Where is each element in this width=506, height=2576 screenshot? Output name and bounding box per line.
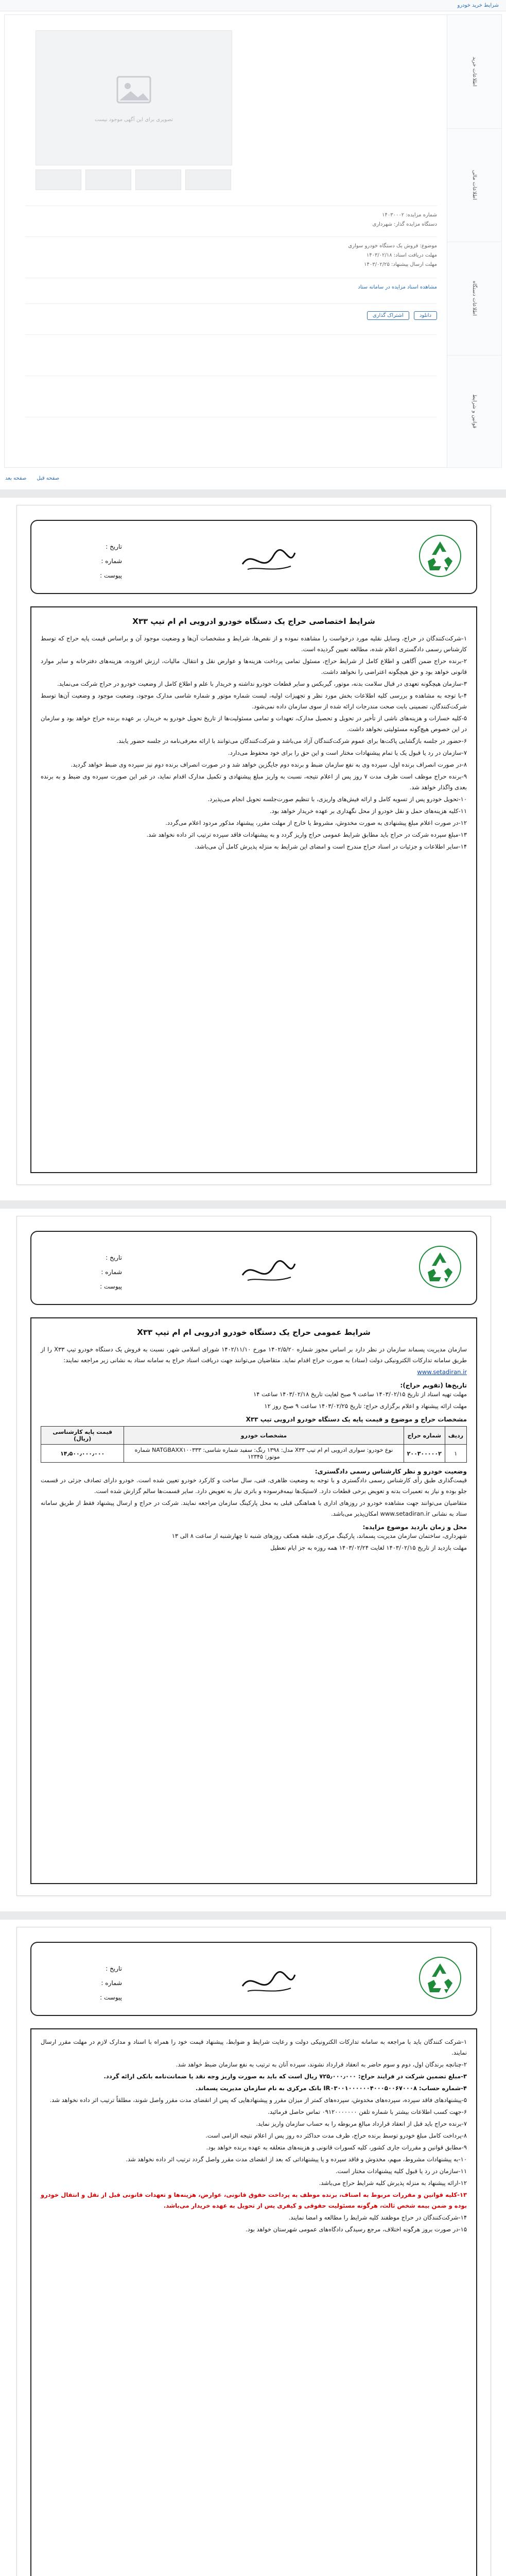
- page-title: شرایط اختصاصی حراج یک دستگاه خودرو ادرویی ام ام تیپ X۳۳: [132, 617, 375, 626]
- letterhead: [30, 520, 477, 594]
- condition-item: ۵-پیشنهادهای فاقد سپرده، سپرده‌های مخدوش، سپرده‌های کمتر از میزان مقرر و پیشنهادهایی که پس از انقضای مدت مقرر واصل شوند، مطلقاً ترتیب اثر داده نخواهد شد.: [49, 2096, 467, 2104]
- info-block: [25, 211, 437, 229]
- sidebar-item-terms[interactable]: [447, 355, 501, 468]
- sidebar-item-device[interactable]: [447, 242, 501, 355]
- condition-item: ۱۰-تحویل خودرو پس از تسویه کامل و ارائه فیش‌های واریزی، با تنظیم صورت‌جلسه تحویل انجام می‌پذیرد.: [207, 795, 467, 803]
- page-separator: [0, 1911, 506, 1920]
- prev-page-link[interactable]: صفحه قبل: [37, 476, 60, 481]
- condition-item: ۱۲-در صورت اعلام مبلغ پیشنهادی به صورت مخدوش، مشروط یا خارج از مهلت مقرر، پیشنهاد مذکور مردود اعلام می‌گردد.: [165, 819, 467, 826]
- info-row: دستگاه مزایده گذار: شهرداری: [372, 222, 437, 227]
- recycle-logo-icon: [418, 1245, 462, 1289]
- info-row: مهلت ارسال پیشنهاد: ۱۴۰۳/۰۲/۲۵: [364, 262, 437, 267]
- column-header: شماره حراج: [404, 1427, 445, 1445]
- condition-item: ۴-شماره حساب: IR۰۳۰۰۱۰۰۰۰۰۰۴۰۰۰۵۰۰۶۷۰۰۰۸ بانک مرکزی به نام سازمان مدیریت پسماند.: [196, 2084, 467, 2092]
- sidebar-item-label: اطلاعات مالی: [472, 170, 477, 200]
- condition-item: ۱-شرکت کنندگان باید با مراجعه به سامانه تدارکات الکترونیکی دولت و رعایت شرایط و ضوابط، پیشنهاد قیمت خود را همراه با اسناد و مدارک لازم در مهلت مقرر ارسال نمایند.: [41, 2038, 467, 2056]
- date-item: مهلت ارائه پیشنهاد و اعلام برگزاری حراج: تاریخ ۱۴۰۳/۰۲/۲۵ ساعت ۹ صبح روز ۱۲: [264, 1402, 467, 1410]
- ad-viewer: [4, 14, 502, 468]
- number-label: شماره :: [101, 557, 122, 565]
- download-button[interactable]: دانلود: [414, 311, 437, 320]
- breadcrumb[interactable]: شرایط خرید خودرو: [457, 3, 499, 8]
- conditions-box: [30, 1317, 477, 1884]
- date-label: تاریخ :: [106, 1965, 122, 1972]
- intro-text: سازمان مدیریت پسماند سازمان در نظر دارد بر اساس مجوز شماره ۱۴۰۲/۵/۲۰ مورخ ۱۴۰۲/۱۱/۱۰ شورای اسلامی شهر، نسبت به فروش یک دستگاه خودرو تیپ X۳۳ را از طریق سامانه تدارکات الکترونیکی دولت (ستاد) به صورت حراج اقدام نماید. متقاضیان می‌توانند جهت دریافت اسناد حراج به سامانه ستاد به نشانی زیر مراجعه نمایند:: [41, 1346, 467, 1364]
- inspect-title: وضعیت خودرو و نظر کارشناس رسمی دادگستری:: [315, 1468, 467, 1475]
- sidebar-item-label: قوانین و شرایط: [472, 394, 477, 429]
- column-header: مشخصات خودرو: [124, 1427, 404, 1445]
- condition-item: ۴-با توجه به مشاهده و بررسی کلیه اطلاعات بخش مورد نظر و تجهیزات اولیه، لیست شماره موتور و شماره شاسی مدارک موجود، وضعیت موجود و وضعیت آن‌ها توسط شرکت‌کنندگان، تضمینی بابت صحت مندرجات ارائه شده از سوی سازمان داده نمی‌شود.: [41, 692, 467, 710]
- ad-content: [5, 15, 447, 467]
- inspect-text: قیمت‌گذاری طبق رأی کارشناس رسمی دادگستری و با توجه به وضعیت ظاهری، فنی، سال ساخت و کارکرد خودرو تعیین شده است. خودرو دارای تصادف جزئی در قسمت جلو بوده و نیاز به تعمیرات بدنه و تعویض برخی قطعات دارد. لاستیک‌ها نیمه‌فرسوده و باتری نیاز به تعویض دارد. سایر قسمت‌ها سالم گزارش شده است.: [41, 1477, 467, 1495]
- info-row: موضوع: فروش یک دستگاه خودرو سواری: [348, 243, 437, 249]
- condition-item: ۶-حضور در جلسه بازگشایی پاکت‌ها برای عموم شرکت‌کنندگان آزاد می‌باشد و شرکت‌کنندگان می‌توانند با ارائه معرفی‌نامه در جلسه حضور یابند.: [116, 737, 467, 744]
- document-page-3: [16, 1927, 491, 2576]
- pager-links: [5, 474, 499, 483]
- condition-item: ۷-برنده حراج باید قبل از انعقاد قرارداد مبالغ مربوطه را به حساب سازمان واریز نماید.: [256, 2120, 467, 2127]
- column-header: ردیف: [445, 1427, 466, 1445]
- page-title: شرایط عمومی حراج یک دستگاه خودرو ادرویی ام ام تیپ X۳۳: [137, 1328, 371, 1337]
- condition-item: ۵-کلیه خسارات و هزینه‌های ناشی از تأخیر در تحویل و تحصیل مدارک، تعهدات و تمامی مسئولیت‌ها از تاریخ تحویل خودرو به خریدار، بر عهده برنده حراج خواهد بود و سازمان در این خصوص هیچ‌گونه مسئولیتی نخواهد داشت.: [41, 715, 467, 733]
- table-cell: ۱۴٫۵۰۰٫۰۰۰٫۰۰۰: [41, 1445, 124, 1463]
- placeholder-caption: تصویری برای این آگهی موجود نیست: [94, 116, 173, 123]
- document-page-2: [16, 1216, 491, 1896]
- info-block: [25, 283, 437, 292]
- divider: [25, 236, 437, 237]
- condition-item: ۱-شرکت‌کنندگان در حراج، وسایل نقلیه مورد درخواست را مشاهده نموده و از نقص‌ها، شرایط و مشخصات آن‌ها و وضعیت موجود آن و براساس قیمت پایه حراج که توسط کارشناس رسمی دادگستری اعلام شده، مطالعه تعیین گردیده است.: [41, 635, 467, 653]
- image-placeholder-icon: [108, 74, 160, 110]
- info-block: [25, 242, 437, 269]
- auction-table: [41, 1426, 467, 1463]
- info-row: مهلت دریافت اسناد: ۱۴۰۳/۰۲/۱۸: [366, 252, 437, 258]
- condition-item: ۱۲-ارائه پیشنهاد به منزله پذیرش کلیه شرایط حراج می‌باشد.: [319, 2179, 467, 2187]
- dates-title: تاریخ‌ها (تقویم حراج):: [400, 1382, 467, 1389]
- share-button[interactable]: اشتراک گذاری: [367, 311, 409, 320]
- recycle-logo-icon: [418, 534, 462, 578]
- documents-link[interactable]: مشاهده اسناد مزایده در سامانه ستاد: [358, 284, 437, 290]
- sidebar-item-purchase[interactable]: [447, 15, 501, 129]
- calligraphy-emblem: [237, 1965, 299, 1998]
- sidebar-item-label: اطلاعات خرید: [472, 56, 477, 87]
- condition-item: ۱۰-به پیشنهادات مشروط، مبهم، مخدوش و فاقد سپرده و یا پیشنهاداتی که بعد از انقضای مدت مقرر واصل گردد ترتیب اثر داده نخواهد شد.: [126, 2156, 467, 2163]
- sidebar: [447, 15, 501, 467]
- date-label: تاریخ :: [106, 543, 122, 550]
- note-text: متقاضیان می‌توانند جهت مشاهده خودرو در روزهای اداری با هماهنگی قبلی به محل پارکینگ سازمان مراجعه نمایند. شرکت در حراج و ارسال پیشنهاد فقط از طریق سامانه ستاد به نشانی www.setadiran.ir امکان‌پذیر می‌باشد.: [41, 1499, 467, 1517]
- condition-item: ۱۱-سازمان در رد یا قبول کلیه پیشنهادات مختار است.: [335, 2167, 467, 2175]
- date-label: تاریخ :: [106, 1254, 122, 1261]
- last-text: مهلت بازدید از تاریخ ۱۴۰۳/۰۲/۱۵ لغایت ۱۴۰۳/۰۲/۲۴ همه روزه به جز ایام تعطیل: [270, 1544, 467, 1551]
- sidebar-item-label: اطلاعات دستگاه: [472, 281, 477, 316]
- divider: [25, 334, 437, 335]
- sidebar-item-finance[interactable]: [447, 128, 501, 242]
- setad-link[interactable]: www.setadiran.ir: [417, 1368, 467, 1376]
- condition-item: ۷-سازمان در رد یا قبول یک یا تمام پیشنهادات مختار است و این حق را برای خود محفوظ می‌دارد.: [228, 749, 467, 756]
- date-item: مهلت تهیه اسناد از تاریخ ۱۴۰۳/۰۲/۱۵ ساعت ۹ صبح لغایت تاریخ ۱۴۰۳/۰۲/۱۸ ساعت ۱۴: [253, 1391, 467, 1398]
- table-header-row: [41, 1427, 467, 1445]
- letter-meta: [45, 1961, 122, 2005]
- condition-item: ۸-پرداخت کامل مبلغ خودرو توسط برنده حراج، ظرف مدت حداکثر ده روز پس از اعلام نتیجه الزامی است.: [205, 2132, 467, 2139]
- table-cell: ۱: [445, 1445, 466, 1463]
- letterhead: [30, 1942, 477, 2016]
- divider: [25, 303, 437, 304]
- condition-item: ۲-چنانچه برندگان اول، دوم و سوم حاضر به انعقاد قرارداد نشوند، سپرده آنان به ترتیب به نفع سازمان ضبط خواهد شد.: [176, 2061, 467, 2068]
- calligraphy-emblem: [237, 1255, 299, 1287]
- attach-label: پیوست :: [100, 1994, 122, 2001]
- image-placeholder: [36, 30, 232, 165]
- conditions-box: [30, 606, 477, 1173]
- condition-item: ۶-جهت کسب اطلاعات بیشتر با شماره تلفن ۰۹۱۲۰۰۰۰۰۰۰ تماس حاصل فرمائید.: [268, 2108, 467, 2115]
- condition-item: ۳-مبلغ تضمین شرکت در فرایند حراج: ۷۲۵٫۰۰۰٫۰۰۰ ریال است که باید به صورت واریز وجه نقد یا ضمانت‌نامه بانکی ارائه گردد.: [103, 2073, 467, 2080]
- next-page-link[interactable]: صفحه بعد: [5, 476, 27, 481]
- spec-title: مشخصات حراج و موضوع و قیمت پایه یک دستگاه خودرو ادرویی تیپ X۳۳: [246, 1416, 467, 1423]
- condition-item: ۱۴-سایر اطلاعات و جزئیات در اسناد حراج مندرج است و امضای این شرایط به منزله پذیرش کامل آن می‌باشد.: [195, 843, 467, 850]
- thumbnail-strip: [36, 170, 231, 190]
- thumbnail[interactable]: [85, 170, 131, 190]
- letter-meta: [45, 1250, 122, 1294]
- table-cell: نوع خودرو: سواری ادرویی ام ام تیپ X۳۳ مدل: ۱۳۹۸ رنگ: سفید شماره شاسی: NATGBAXX۱۰۰۳۳۳ شماره موتور: ۱۲۳۴۵: [124, 1445, 404, 1463]
- number-label: شماره :: [101, 1268, 122, 1276]
- letter-meta: [45, 539, 122, 583]
- conditions-box: [30, 2028, 477, 2576]
- condition-item: ۱۱-کلیه هزینه‌های حمل و نقل خودرو از محل نگهداری بر عهده خریدار خواهد بود.: [270, 807, 467, 815]
- condition-item: ۳-سازمان هیچگونه تعهدی در قبال سلامت بدنه، موتور، گیربکس و سایر قطعات خودرو نداشته و خریدار با علم و اطلاع کامل از وضعیت خودرو در حراج شرکت می‌نماید.: [57, 680, 467, 687]
- calligraphy-emblem: [237, 544, 299, 577]
- letterhead: [30, 1231, 477, 1305]
- number-label: شماره :: [101, 1979, 122, 1987]
- column-header: قیمت پایه کارشناسی (ریال): [41, 1427, 124, 1445]
- recycle-logo-icon: [418, 1956, 462, 1999]
- thumbnail[interactable]: [135, 170, 181, 190]
- condition-item: ۱۳-مبلغ سپرده شرکت در حراج باید مطابق شرایط عمومی حراج واریز گردد و به پیشنهادات فاقد سپرده ترتیب اثر داده نخواهد شد.: [146, 831, 467, 838]
- info-row: شماره مزایده: ۱۴۰۳۰۰۰۲: [382, 212, 437, 218]
- address-title: محل و زمان بازدید موضوع مزایده:: [362, 1523, 467, 1531]
- thumbnail[interactable]: [36, 170, 81, 190]
- table-row: [41, 1445, 467, 1463]
- highlighted-condition: ۱۳-کلیه قوانین و مقررات مربوط به اصناف، برنده موظف به پرداخت حقوق قانونی، عوارض، هزینه‌ها و تعهدات قانونی قبل از نقل و انتقال خودرو بوده و ضمن بیمه شخص ثالث، هرگونه مسئولیت حقوقی و کیفری پس از تحویل به عهده خریدار می‌باشد.: [41, 2191, 467, 2209]
- condition-item: ۱۵-در صورت بروز هرگونه اختلاف، مرجع رسیدگی دادگاه‌های عمومی شهرستان خواهد بود.: [246, 2226, 467, 2233]
- page-separator: [0, 1200, 506, 1209]
- thumbnail[interactable]: [185, 170, 231, 190]
- condition-item: ۱۴-شرکت‌کنندگان در حراج موظفند کلیه شرایط را مطالعه و امضا نمایند.: [288, 2214, 467, 2221]
- page-separator: [0, 489, 506, 498]
- address-text: شهرداری، ساختمان سازمان مدیریت پسماند، پارکینگ مرکزی، طبقه همکف روزهای شنبه تا چهارشنبه از ساعت ۸ الی ۱۳: [171, 1532, 467, 1539]
- attach-label: پیوست :: [100, 1283, 122, 1290]
- condition-item: ۹-مطابق قوانین و مقررات جاری کشور، کلیه کسورات قانونی و هزینه‌های متعلقه به عهده برنده خواهد بود.: [206, 2144, 467, 2151]
- action-row: [25, 311, 437, 320]
- condition-item: ۹-برنده حراج موظف است ظرف مدت ۷ روز پس از اعلام نتیجه، نسبت به واریز مبلغ پیشنهادی و تکمیل مدارک اقدام نماید، در غیر این صورت سپرده وی ضبط و به برنده بعدی واگذار خواهد شد.: [41, 773, 467, 791]
- attach-label: پیوست :: [100, 572, 122, 579]
- top-bar: [0, 0, 506, 11]
- condition-item: ۸-در صورت انصراف برنده اول، سپرده وی به نفع سازمان ضبط و برنده دوم جایگزین خواهد شد و در صورت انصراف برنده دوم نیز سپرده وی ضبط خواهد گردید.: [71, 761, 467, 768]
- condition-item: ۲-برنده حراج ضمن آگاهی و اطلاع کامل از شرایط حراج، مسئول تمامی پرداخت هزینه‌ها و عوارض نقل و انتقال، مالیات، ارزش افزوده، هزینه‌های دفترخانه و سایر موارد قانونی خواهد بود و حق هیچگونه اعتراضی را نخواهد داشت.: [41, 657, 467, 675]
- document-page-1: [16, 505, 491, 1185]
- table-cell: ۲۰۰۳۰۰۰۰۰۲: [404, 1445, 445, 1463]
